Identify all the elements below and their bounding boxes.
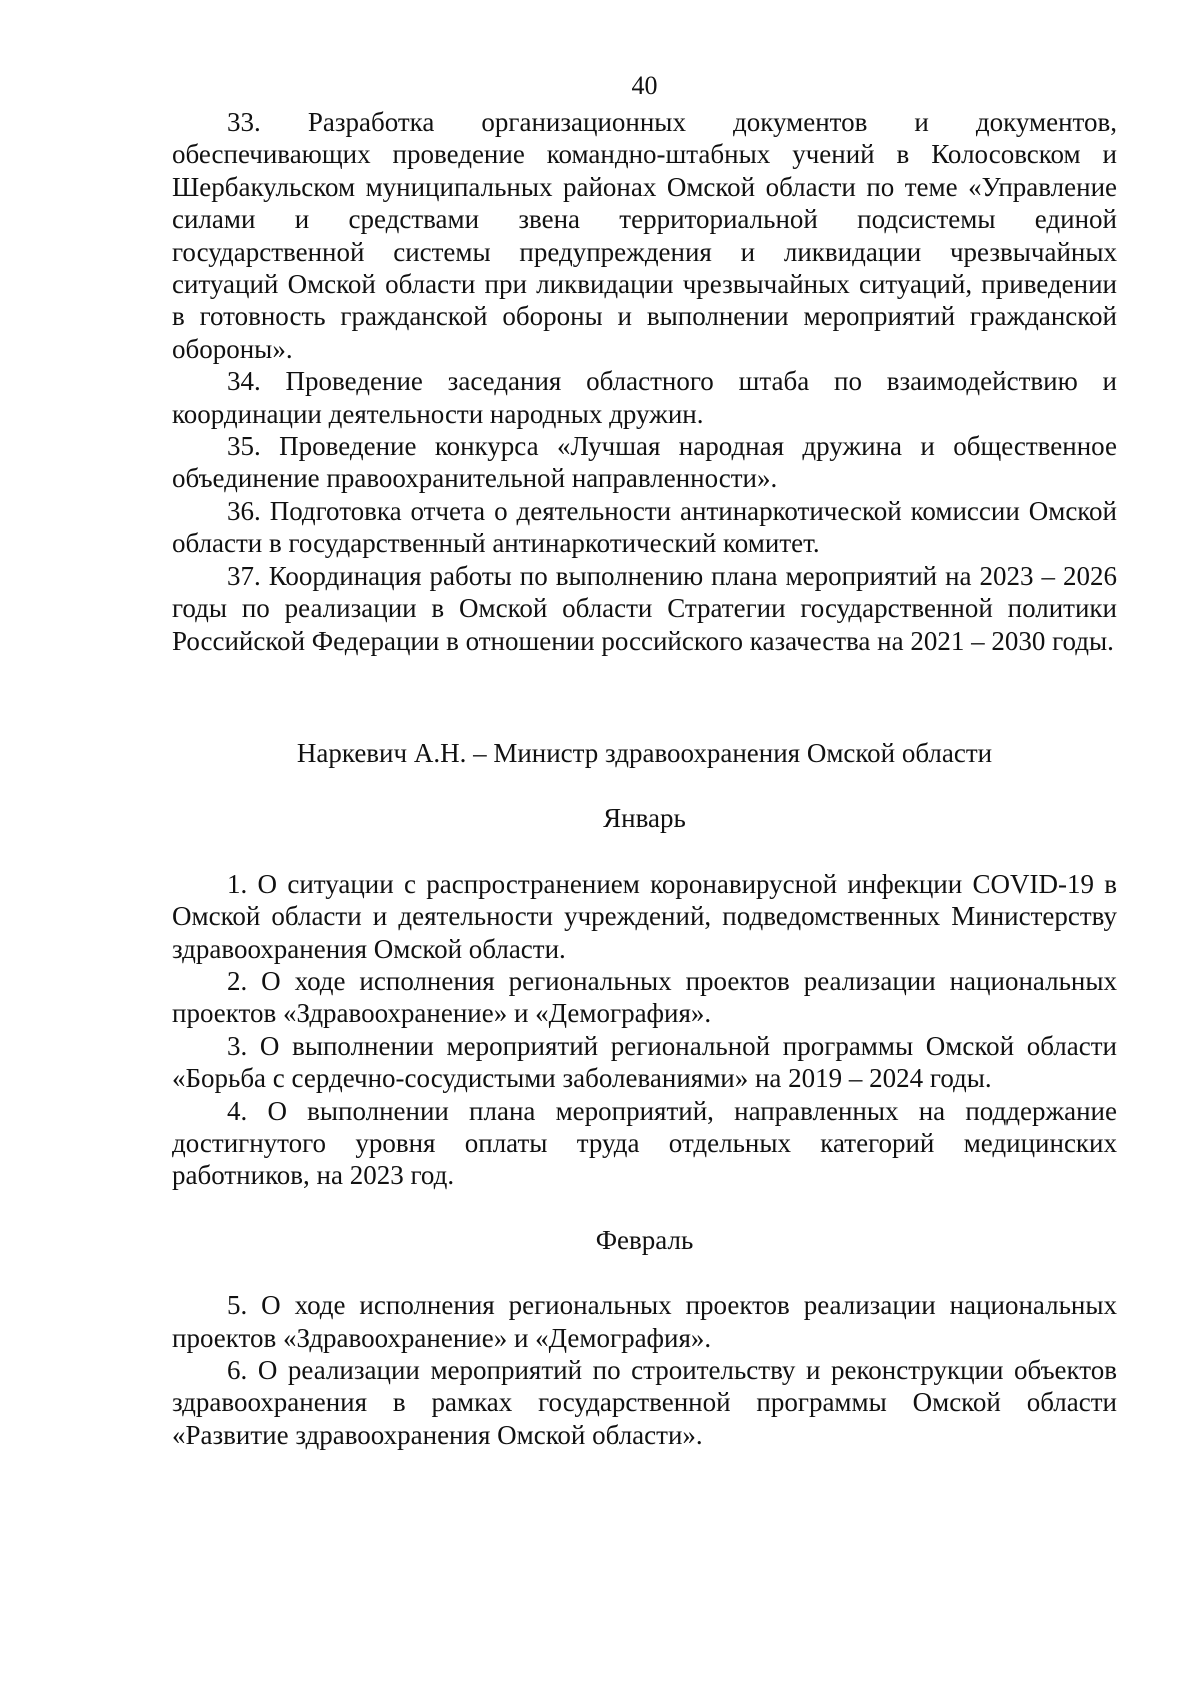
list-item-35: 35. Проведение конкурса «Лучшая народная дружина и общественное объединение правоохранительной направленности». bbox=[172, 431, 1117, 494]
list-item-1: 1. О ситуации с распространением коронавирусной инфекции COVID-19 в Омской области и деятельности учреждений, подведомственных Министерству здравоохранения Омской области. bbox=[172, 868, 1117, 964]
january-list bbox=[172, 868, 1117, 1192]
spacer bbox=[172, 1192, 1117, 1224]
responsible-heading: Наркевич А.Н. – Министр здравоохранения Омской области bbox=[296, 737, 993, 768]
list-item-36: 36. Подготовка отчета о деятельности антинаркотической комиссии Омской области в государственный антинаркотический комитет. bbox=[172, 495, 1117, 559]
page-number: 40 bbox=[631, 71, 658, 100]
month-heading-january: Январь bbox=[603, 803, 686, 834]
list-item-34: 34. Проведение заседания областного штаба по взаимодействию и координации деятельности народных дружин. bbox=[172, 366, 1117, 429]
list-item-6: 6. О реализации мероприятий по строительству и реконструкции объектов здравоохранения в рамках государственной программы Омской области «Развитие здравоохранения Омской области». bbox=[172, 1355, 1117, 1450]
list-item-5: 5. О ходе исполнения региональных проектов реализации национальных проектов «Здравоохранение» и «Демография». bbox=[172, 1290, 1117, 1353]
spacer bbox=[172, 769, 1117, 802]
list-item-33: 33. Разработка организационных документов и документов, обеспечивающих проведение командно-штабных учений в Колосовском и Шербакульском муниципальных районах Омской области по теме «Управление силами и средствами звена территориальной подсистемы единой государственной системы предупреждения и ликвидации чрезвычайных ситуаций Омской области при ликвидации чрезвычайных ситуаций, приведении в готовность гражданской обороны и выполнении мероприятий гражданской обороны». bbox=[172, 107, 1117, 364]
list-item-3: 3. О выполнении мероприятий региональной программы Омской области «Борьба с сердечно-сосудистыми заболеваниями» на 2019 – 2024 годы. bbox=[172, 1030, 1117, 1094]
spacer bbox=[172, 657, 1117, 737]
list-item-4: 4. О выполнении плана мероприятий, направленных на поддержание достигнутого уровня оплаты труда отдельных категорий медицинских работников, на 2023 год. bbox=[172, 1095, 1117, 1191]
list-item-2: 2. О ходе исполнения региональных проектов реализации национальных проектов «Здравоохранение» и «Демография». bbox=[172, 965, 1117, 1029]
february-list bbox=[172, 1289, 1117, 1451]
document-page bbox=[172, 70, 1117, 1451]
spacer bbox=[172, 1256, 1117, 1289]
spacer bbox=[172, 835, 1117, 868]
list-item-37: 37. Координация работы по выполнению плана мероприятий на 2023 – 2026 годы по реализации в Омской области Стратегии государственной политики Российской Федерации в отношении российского казачества на 2021 – 2030 годы. bbox=[172, 560, 1117, 656]
month-heading-february: Февраль bbox=[595, 1224, 694, 1255]
section-1-list bbox=[172, 106, 1117, 657]
